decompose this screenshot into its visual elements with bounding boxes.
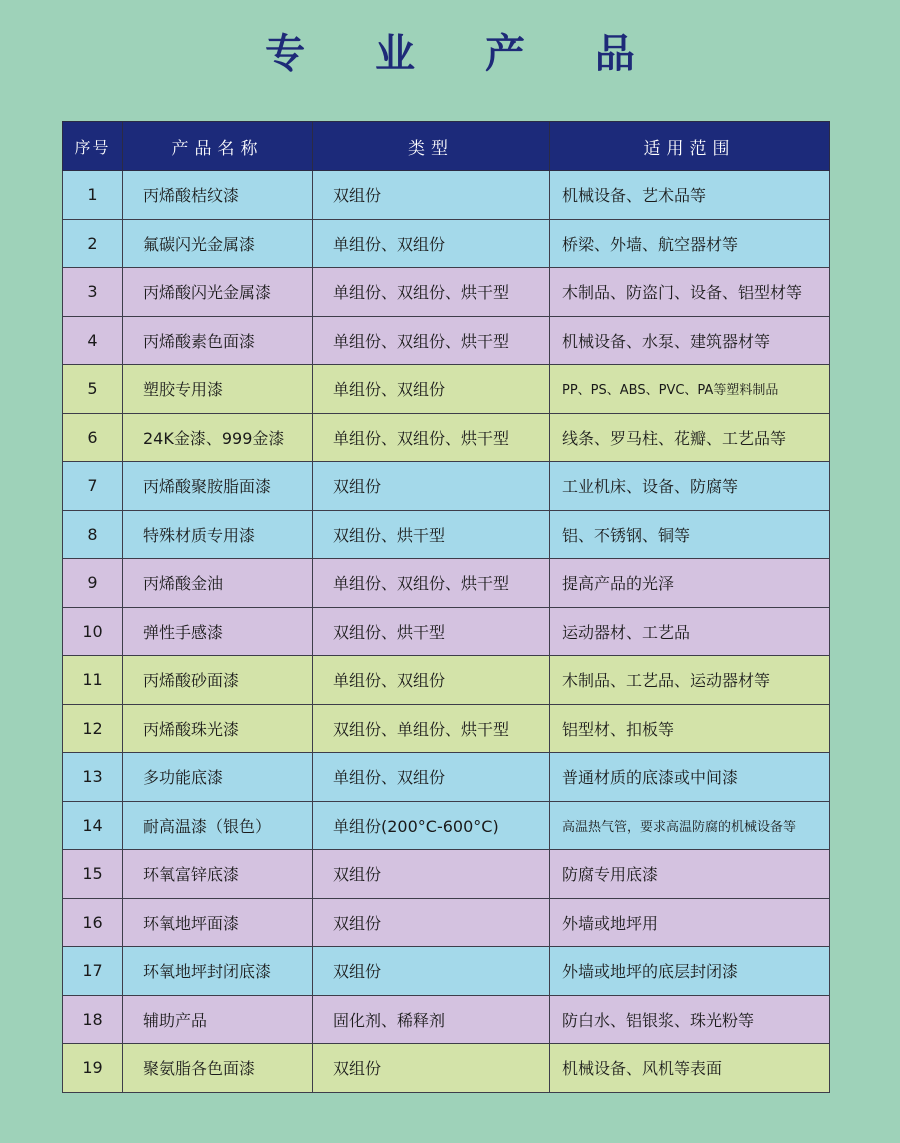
row-name: 丙烯酸砂面漆 (123, 656, 313, 705)
row-type: 单组份(200°C-600°C) (313, 801, 550, 850)
row-name: 环氧富锌底漆 (123, 850, 313, 899)
row-name: 聚氨脂各色面漆 (123, 1044, 313, 1093)
row-type: 双组份 (313, 898, 550, 947)
table-row (63, 704, 830, 753)
header-no: 序号 (63, 122, 123, 171)
row-type: 单组份、双组份 (313, 656, 550, 705)
page-title: 专 业 产 品 (265, 31, 663, 77)
row-scope: 铝、不锈钢、铜等 (550, 510, 830, 559)
row-type: 单组份、双组份、烘干型 (313, 268, 550, 317)
row-name: 环氧地坪封闭底漆 (123, 947, 313, 996)
row-name: 丙烯酸金油 (123, 559, 313, 608)
row-scope: 防白水、铝银浆、珠光粉等 (550, 995, 830, 1044)
row-no: 12 (63, 704, 123, 753)
row-scope: 工业机床、设备、防腐等 (550, 462, 830, 511)
row-no: 14 (63, 801, 123, 850)
row-no: 1 (63, 171, 123, 220)
header-name: 产品名称 (123, 122, 313, 171)
row-type: 单组份、双组份、烘干型 (313, 559, 550, 608)
row-name: 弹性手感漆 (123, 607, 313, 656)
row-scope: 外墙或地坪的底层封闭漆 (550, 947, 830, 996)
row-name: 丙烯酸桔纹漆 (123, 171, 313, 220)
row-name: 耐高温漆（银色） (123, 801, 313, 850)
row-name: 辅助产品 (123, 995, 313, 1044)
row-scope: 防腐专用底漆 (550, 850, 830, 899)
table-row (63, 995, 830, 1044)
row-no: 2 (63, 219, 123, 268)
row-name: 多功能底漆 (123, 753, 313, 802)
row-scope: 木制品、工艺品、运动器材等 (550, 656, 830, 705)
row-type: 双组份 (313, 171, 550, 220)
row-no: 19 (63, 1044, 123, 1093)
row-no: 4 (63, 316, 123, 365)
table-row (63, 316, 830, 365)
row-scope: 机械设备、水泵、建筑器材等 (550, 316, 830, 365)
row-scope: 提高产品的光泽 (550, 559, 830, 608)
row-type: 双组份 (313, 850, 550, 899)
row-name: 氟碳闪光金属漆 (123, 219, 313, 268)
row-name: 丙烯酸闪光金属漆 (123, 268, 313, 317)
row-no: 10 (63, 607, 123, 656)
header-scope: 适用范围 (550, 122, 830, 171)
row-no: 11 (63, 656, 123, 705)
row-scope: 木制品、防盗门、设备、铝型材等 (550, 268, 830, 317)
table-row (63, 1044, 830, 1093)
row-type: 单组份、双组份 (313, 219, 550, 268)
row-type: 单组份、双组份 (313, 753, 550, 802)
row-type: 双组份 (313, 1044, 550, 1093)
products-table (62, 121, 830, 1093)
row-type: 单组份、双组份、烘干型 (313, 413, 550, 462)
row-no: 17 (63, 947, 123, 996)
row-scope: 运动器材、工艺品 (550, 607, 830, 656)
row-name: 丙烯酸素色面漆 (123, 316, 313, 365)
row-scope: 普通材质的底漆或中间漆 (550, 753, 830, 802)
row-name: 环氧地坪面漆 (123, 898, 313, 947)
row-scope: PP、PS、ABS、PVC、PA等塑料制品 (550, 365, 830, 414)
table-row (63, 365, 830, 414)
row-no: 9 (63, 559, 123, 608)
table-row (63, 559, 830, 608)
row-scope: 铝型材、扣板等 (550, 704, 830, 753)
row-no: 18 (63, 995, 123, 1044)
header-type: 类型 (313, 122, 550, 171)
row-type: 双组份 (313, 462, 550, 511)
row-type: 双组份、烘干型 (313, 510, 550, 559)
row-no: 15 (63, 850, 123, 899)
row-scope: 线条、罗马柱、花瓣、工艺品等 (550, 413, 830, 462)
table-row (63, 656, 830, 705)
row-type: 单组份、双组份 (313, 365, 550, 414)
table-row (63, 801, 830, 850)
table-row (63, 850, 830, 899)
row-name: 塑胶专用漆 (123, 365, 313, 414)
table-row (63, 898, 830, 947)
row-type: 双组份、单组份、烘干型 (313, 704, 550, 753)
row-no: 16 (63, 898, 123, 947)
row-scope: 机械设备、艺术品等 (550, 171, 830, 220)
table-row (63, 753, 830, 802)
table-row (63, 219, 830, 268)
table-row (63, 510, 830, 559)
table-row (63, 171, 830, 220)
table-header-row (63, 122, 830, 171)
row-no: 8 (63, 510, 123, 559)
row-name: 丙烯酸聚胺脂面漆 (123, 462, 313, 511)
row-type: 单组份、双组份、烘干型 (313, 316, 550, 365)
row-no: 5 (63, 365, 123, 414)
row-name: 特殊材质专用漆 (123, 510, 313, 559)
row-name: 24K金漆、999金漆 (123, 413, 313, 462)
table-row (63, 413, 830, 462)
row-no: 3 (63, 268, 123, 317)
row-name: 丙烯酸珠光漆 (123, 704, 313, 753)
table-row (63, 947, 830, 996)
table-row (63, 268, 830, 317)
table-row (63, 607, 830, 656)
row-scope: 外墙或地坪用 (550, 898, 830, 947)
table-row (63, 462, 830, 511)
row-scope: 桥梁、外墙、航空器材等 (550, 219, 830, 268)
row-no: 6 (63, 413, 123, 462)
row-type: 双组份、烘干型 (313, 607, 550, 656)
row-no: 13 (63, 753, 123, 802)
row-type: 双组份 (313, 947, 550, 996)
row-scope: 机械设备、风机等表面 (550, 1044, 830, 1093)
row-scope: 高温热气管，要求高温防腐的机械设备等 (550, 801, 830, 850)
row-type: 固化剂、稀释剂 (313, 995, 550, 1044)
row-no: 7 (63, 462, 123, 511)
